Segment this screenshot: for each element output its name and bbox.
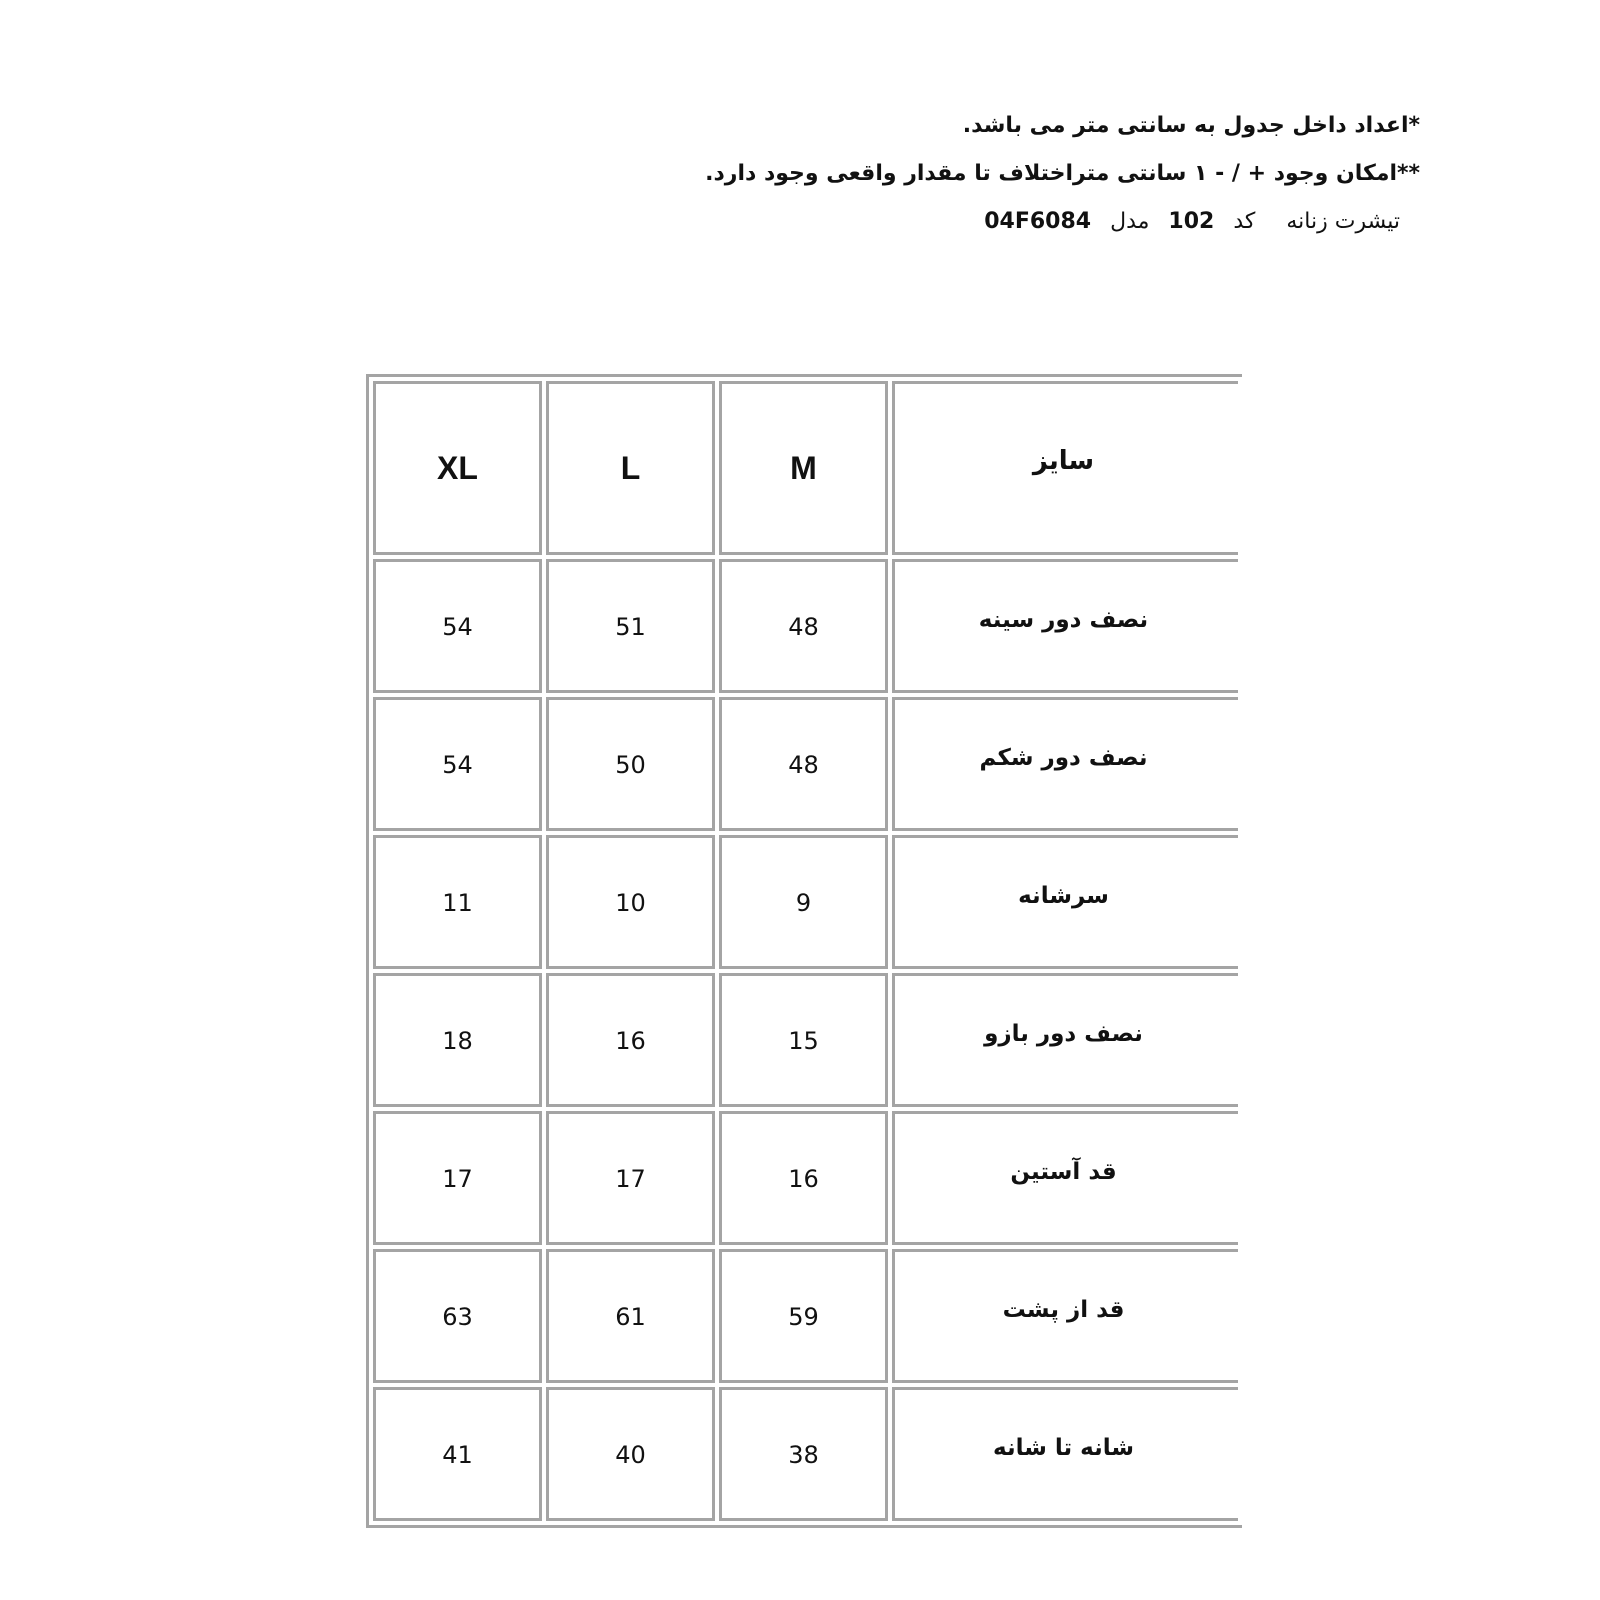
value-cell: 48 — [719, 697, 888, 831]
value-cell: 18 — [373, 973, 542, 1107]
value-cell: 54 — [373, 697, 542, 831]
table-row — [373, 697, 1238, 831]
value-cell: 48 — [719, 559, 888, 693]
model-label: مدل — [1110, 209, 1150, 234]
code-value: 102 — [1168, 209, 1215, 234]
value-cell: 50 — [546, 697, 715, 831]
value-cell: 11 — [373, 835, 542, 969]
value-cell: 17 — [373, 1111, 542, 1245]
product-type: تیشرت زنانه — [1286, 209, 1400, 234]
row-label: نصف دور شکم — [892, 697, 1238, 831]
value-cell: 16 — [719, 1111, 888, 1245]
row-label: شانه تا شانه — [892, 1387, 1238, 1521]
size-header-m: M — [719, 381, 888, 555]
value-cell: 61 — [546, 1249, 715, 1383]
value-cell: 63 — [373, 1249, 542, 1383]
note-tolerance: **امکان وجود + / - ۱ سانتی متراختلاف تا مقدار واقعی وجود دارد. — [705, 161, 1420, 186]
size-chart-table — [366, 374, 1242, 1528]
size-header-l: L — [546, 381, 715, 555]
size-header-xl: XL — [373, 381, 542, 555]
value-cell: 10 — [546, 835, 715, 969]
table-row — [373, 1249, 1238, 1383]
size-header-label: سایز — [892, 381, 1238, 555]
table-header-row — [373, 381, 1238, 555]
value-cell: 16 — [546, 973, 715, 1107]
value-cell: 41 — [373, 1387, 542, 1521]
row-label: سرشانه — [892, 835, 1238, 969]
value-cell: 51 — [546, 559, 715, 693]
value-cell: 40 — [546, 1387, 715, 1521]
value-cell: 17 — [546, 1111, 715, 1245]
note-measurement-unit: *اعداد داخل جدول به سانتی متر می باشد. — [962, 113, 1420, 138]
product-title — [660, 208, 1400, 236]
row-label: نصف دور سینه — [892, 559, 1238, 693]
table-row — [373, 835, 1238, 969]
model-value: 04F6084 — [984, 209, 1092, 234]
table-row — [373, 559, 1238, 693]
value-cell: 59 — [719, 1249, 888, 1383]
table-row — [373, 1387, 1238, 1521]
row-label: قد از پشت — [892, 1249, 1238, 1383]
row-label: قد آستین — [892, 1111, 1238, 1245]
value-cell: 54 — [373, 559, 542, 693]
code-label: کد — [1233, 209, 1256, 234]
table-row — [373, 973, 1238, 1107]
notes — [660, 112, 1420, 236]
value-cell: 15 — [719, 973, 888, 1107]
value-cell: 9 — [719, 835, 888, 969]
value-cell: 38 — [719, 1387, 888, 1521]
table-row — [373, 1111, 1238, 1245]
row-label: نصف دور بازو — [892, 973, 1238, 1107]
